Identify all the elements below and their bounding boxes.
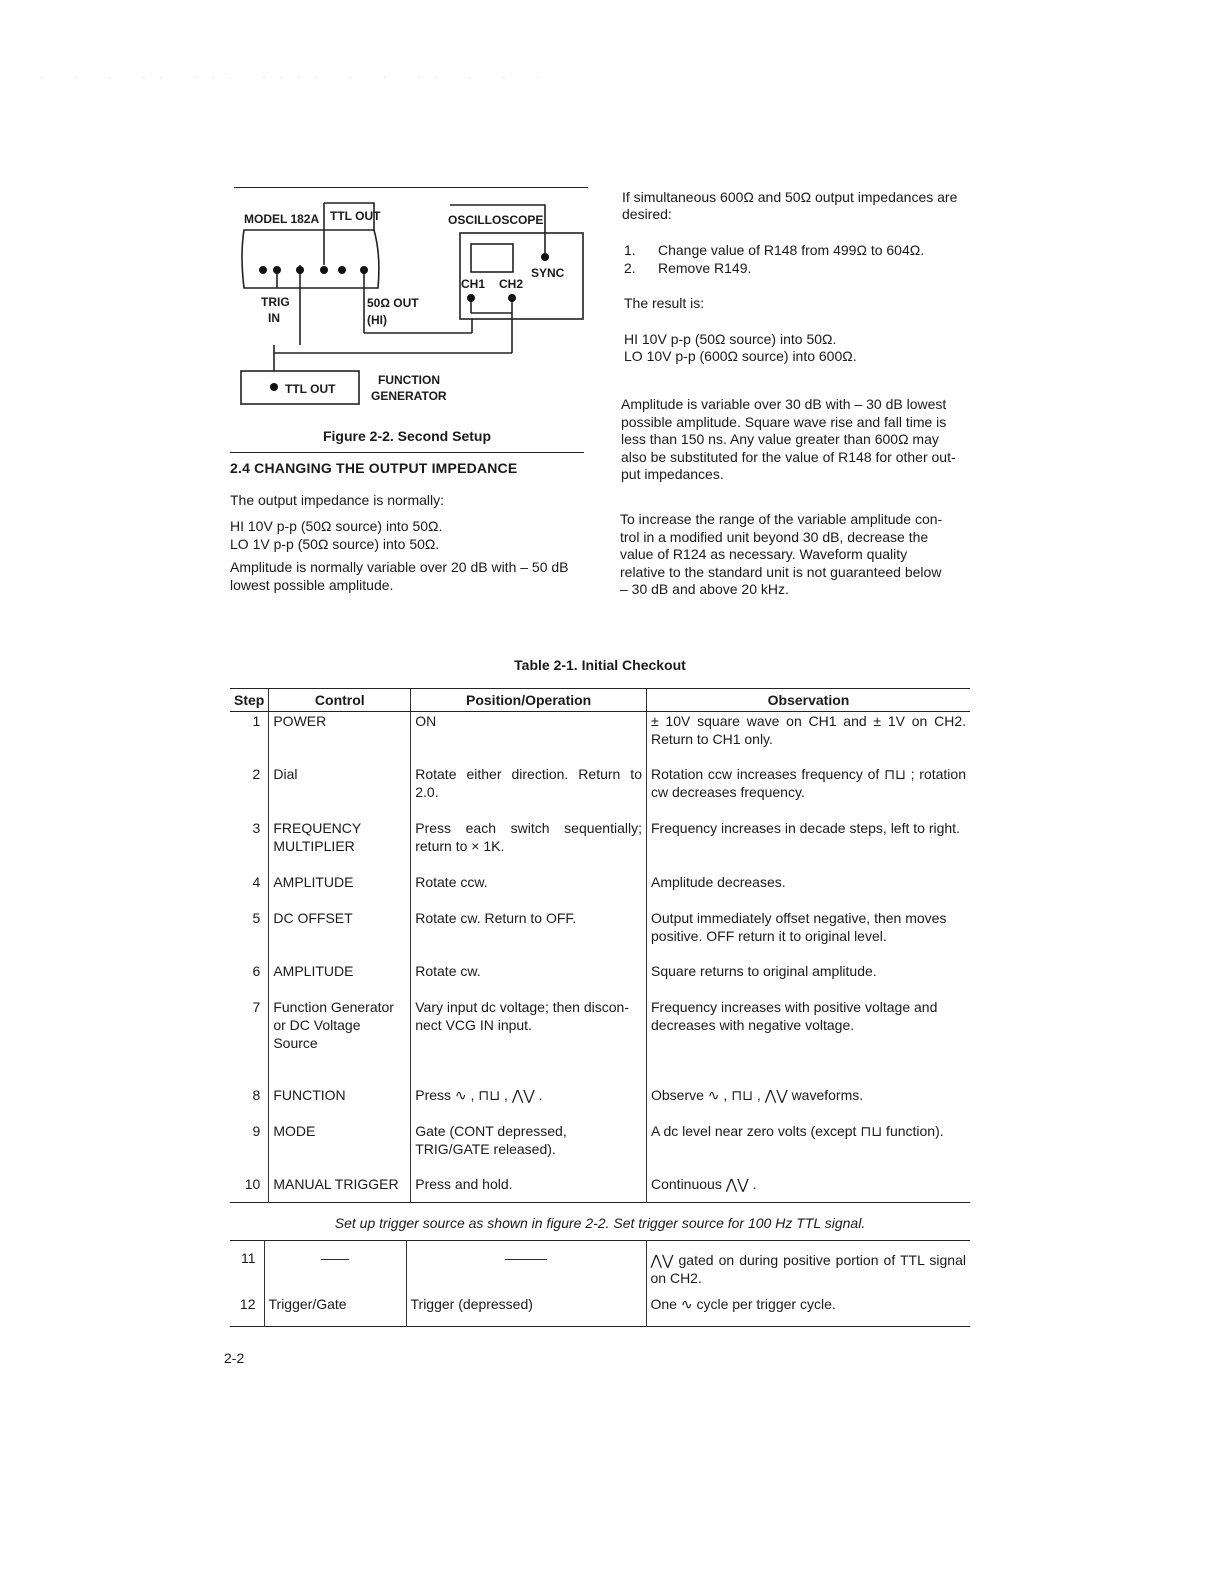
trig-label: TRIG [261,295,290,309]
row-operation: Rotate cw. [411,962,647,998]
row-operation: Rotate cw. Return to OFF. [411,909,647,962]
row-operation: Rotate either direction. Return to 2.0. [411,765,647,819]
model-182a-label: MODEL 182A [244,212,320,226]
row-step: 8 [252,1086,261,1103]
row-step: 7 [252,998,261,1015]
header-operation: Position/Operation [411,689,647,712]
row-control: Dial [269,765,411,819]
row-operation: Press each switch sequentially; return to × 1K. [411,819,647,873]
section-heading: 2.4 CHANGING THE OUTPUT IMPEDANCE [230,460,518,476]
step-2-number: 2. [624,260,636,276]
table-row [230,1241,970,1295]
row-observation: A dc level near zero volts (except ⊓⊔ function). [647,1122,971,1175]
header-step: Step [230,689,269,712]
row-observation: Continuous ⋀⋁ . [647,1175,971,1203]
header-control: Control [269,689,411,712]
amplitude-line-2: lowest possible amplitude. [230,577,394,593]
trigger-checkout-table [230,1240,970,1327]
row-step: 4 [252,873,261,890]
caption-rule [230,452,584,453]
row-observation: Amplitude decreases. [647,873,971,909]
result-lo-line: LO 10V p-p (600Ω source) into 600Ω. [624,348,857,364]
diagram-top-rule [234,187,588,188]
row-control: —— [264,1241,406,1295]
row-control: FUNCTION [269,1086,411,1122]
row-step: 1 [252,713,261,729]
row-control: AMPLITUDE [269,873,411,909]
generator-label: GENERATOR [371,389,447,403]
50-ohm-out-label: 50Ω OUT [367,296,419,310]
row-control: MODE [269,1122,411,1175]
right-p2-line-5: put impedances. [621,466,724,482]
amplitude-line-1: Amplitude is normally variable over 20 dB with – 50 dB [230,559,569,575]
row-operation: Trigger (depressed) [406,1295,646,1327]
row-step: 5 [252,909,261,926]
result-label: The result is: [624,295,705,311]
row-step: 6 [252,962,261,979]
row-step: 3 [252,819,261,836]
setup-diagram [230,195,590,415]
right-p3-line-2: trol in a modified unit beyond 30 dB, decrease the [620,529,929,545]
result-hi-line: HI 10V p-p (50Ω source) into 50Ω. [624,331,837,347]
table-row [230,1086,970,1122]
row-step: 12 [239,1295,256,1312]
row-control: Trigger/Gate [264,1295,406,1327]
right-p3-line-3: value of R124 as necessary. Waveform quality [620,546,908,562]
row-operation: Vary input dc voltage; then discon- nect VCG IN input. [411,998,647,1086]
table-title: Table 2-1. Initial Checkout [514,657,686,673]
ttl-out-bottom-label: TTL OUT [285,382,336,396]
step-1-number: 1. [624,242,636,258]
ch1-label: CH1 [461,277,486,291]
right-p1-line-1: If simultaneous 600Ω and 50Ω output impedances are [622,189,958,205]
row-step: 10 [244,1175,261,1192]
row-control: DC OFFSET [269,909,411,962]
right-p2-line-2: possible amplitude. Square wave rise and fall time is [621,414,947,430]
in-label: IN [268,311,280,325]
table-row [230,1175,970,1203]
row-operation: Press and hold. [411,1175,647,1203]
row-operation: Press ∿ , ⊓⊔ , ⋀⋁ . [411,1086,647,1122]
right-p3-line-4: relative to the standard unit is not guaranteed below [620,564,942,580]
table-row [230,909,970,962]
table-row [230,712,970,765]
row-control: AMPLITUDE [269,962,411,998]
row-observation: ⋀⋁ gated on during positive portion of TTL signal on CH2. [646,1241,970,1295]
row-step: 11 [240,1250,256,1266]
impedance-lo-line: LO 1V p-p (50Ω source) into 50Ω. [230,536,440,552]
table-row [230,962,970,998]
step-2-text: Remove R149. [658,260,752,276]
initial-checkout-table [230,688,970,1203]
row-operation: ON [411,712,647,765]
sync-label: SYNC [531,266,565,280]
right-p1-line-2: desired: [622,206,672,222]
right-p2-line-1: Amplitude is variable over 30 dB with – 30 dB lowest [621,396,947,412]
row-observation: Frequency increases in decade steps, left to right. [647,819,971,873]
right-p2-line-3: less than 150 ns. Any value greater than 600Ω may [621,431,939,447]
row-control: FREQUENCY MULTIPLIER [269,819,411,873]
table-row [230,819,970,873]
right-p2-line-4: also be substituted for the value of R148 for other out- [621,449,956,465]
ch2-label: CH2 [499,277,524,291]
table-row [230,998,970,1086]
row-step: 9 [252,1122,261,1139]
row-step: 2 [252,765,261,782]
row-control: MANUAL TRIGGER [269,1175,411,1203]
trigger-setup-note: Set up trigger source as shown in figure 2-2. Set trigger source for 100 Hz TTL signal. [334,1215,866,1231]
header-noise: · · · ·· ··· ···· · · ·· · · · [40,72,554,83]
row-observation: ± 10V square wave on CH1 and ± 1V on CH2. Return to CH1 only. [647,712,971,765]
table-row [230,1295,970,1327]
row-operation: Rotate ccw. [411,873,647,909]
right-p3-line-5: – 30 dB and above 20 kHz. [620,581,789,597]
table-row [230,1122,970,1175]
step-1-text: Change value of R148 from 499Ω to 604Ω. [658,242,925,258]
row-observation: Output immediately offset negative, then moves positive. OFF return it to original level. [647,909,971,962]
page-number: 2-2 [224,1350,245,1366]
row-control: POWER [269,712,411,765]
oscilloscope-label: OSCILLOSCOPE [448,213,544,227]
table-row [230,765,970,819]
function-label: FUNCTION [378,373,440,387]
row-control: Function Generator or DC Voltage Source [269,998,411,1086]
row-observation: Rotation ccw increases frequency of ⊓⊔ ; rotation cw decreases frequency. [647,765,971,819]
ttl-out-top-label: TTL OUT [330,209,381,223]
table-header-row [230,689,970,712]
row-observation: One ∿ cycle per trigger cycle. [646,1295,970,1327]
right-p3-line-1: To increase the range of the variable amplitude con- [620,511,943,527]
row-observation: Observe ∿ , ⊓⊔ , ⋀⋁ waveforms. [647,1086,971,1122]
row-observation: Square returns to original amplitude. [647,962,971,998]
hi-label: (HI) [367,313,387,327]
row-observation: Frequency increases with positive voltage and decreases with negative voltage. [647,998,971,1086]
row-operation: ——— [406,1241,646,1295]
table-row [230,873,970,909]
figure-caption: Figure 2-2. Second Setup [322,428,492,444]
row-operation: Gate (CONT depressed, TRIG/GATE released). [411,1122,647,1175]
header-observation: Observation [647,689,971,712]
impedance-intro: The output impedance is normally: [230,492,444,508]
impedance-hi-line: HI 10V p-p (50Ω source) into 50Ω. [230,518,443,534]
